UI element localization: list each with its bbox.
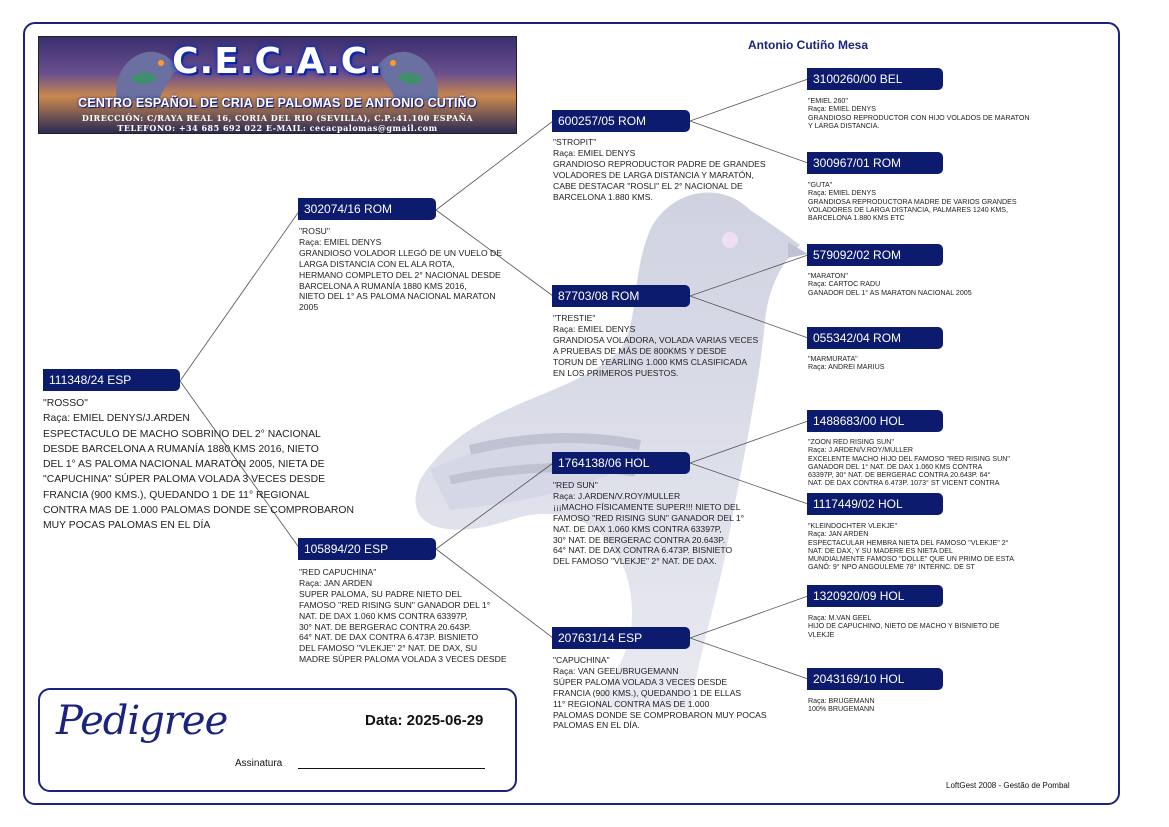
note-line: PALOMAS EN EL DÍA. (553, 720, 640, 731)
note-line: "KLEINDOCHTER VLEKJE" (808, 522, 898, 530)
note-line: GRANDIOSO REPRODUCTOR CON HIJO VOLADOS DE MARATON (808, 113, 1030, 122)
note-line: GANADOR DEL 1° NAT. DE DAX 1.060 KMS CONTRA (808, 462, 983, 471)
ggp-notes-8 (808, 697, 875, 714)
banner-address: DIRECCIÓN: C/RAYA REAL 16, CORIA DEL RIO (SEVILLA), C.P.:41.100 ESPAÑA (81, 113, 474, 123)
ggp-ring-4[interactable]: 055342/04 ROM (807, 327, 943, 349)
dam-dam-notes (553, 655, 767, 731)
ggp-notes-4 (808, 355, 884, 372)
note-line: Raça: BRUGEMANN (808, 697, 875, 705)
note-line: "MARMURATA" (808, 355, 858, 363)
dam-sire-notes (553, 480, 744, 567)
note-line: Raça: EMIEL DENYS/J.ARDEN (43, 413, 190, 425)
note-line: NAT. DE DAX 1.060 KMS CONTRA 63397P, (553, 523, 722, 534)
note-line: "RED CAPUCHINA" (299, 567, 377, 577)
note-line: DEL FAMOSO "VLEKJE" 2° NAT. DE DAX, SU (299, 643, 478, 654)
note-line: Raça: EMIEL DENYS (808, 105, 876, 114)
note-line: 64° NAT. DE DAX CONTRA 6.473P. BISNIETO (553, 545, 733, 556)
note-line: FAMOSO "RED RISING SUN" GANADOR DEL 1° (299, 599, 491, 610)
note-line: VLEKJE (808, 630, 835, 639)
ggp-ring-6[interactable]: 1117449/02 HOL (807, 493, 943, 515)
sire-dam-ring[interactable]: 87703/08 ROM (552, 285, 690, 307)
ggp-notes-1 (808, 97, 1030, 130)
sire-ring[interactable]: 302074/16 ROM (298, 198, 436, 220)
note-line: "ROSSO" (43, 398, 88, 409)
note-line: Raça: EMIEL DENYS (553, 147, 636, 158)
subject-notes (43, 396, 354, 534)
note-line: "STROPIT" (553, 137, 597, 147)
note-line: FRANCIA (900 KMS.), QUEDANDO 1 DE 11° REGIONAL (43, 489, 310, 501)
note-line: GANÓ: 9° NPO ANGOULEME 78° INTERNC. DE ST (808, 563, 975, 572)
note-line: Raça: EMIEL DENYS (808, 189, 876, 198)
note-line: 30° NAT. DE BERGERAC CONTRA 20.643P. (299, 621, 472, 632)
note-line: 11° REGIONAL CONTRA MAS DE 1.000 (553, 698, 710, 709)
ggp-ring-2[interactable]: 300967/01 ROM (807, 152, 943, 174)
note-line: Raça: EMIEL DENYS (553, 323, 636, 334)
sire-dam-notes (553, 313, 758, 378)
note-line: MADRE SÚPER PALOMA VOLADA 3 VECES DESDE (299, 654, 507, 665)
note-line: SÚPER PALOMA VOLADA 3 VECES DESDE (553, 676, 728, 687)
note-line: HIJO DE CAPUCHINO, NIETO DE MACHO Y BISNIETO DE (808, 622, 1000, 631)
note-line: PALOMAS DONDE SE COMPROBARON MUY POCAS (553, 709, 767, 720)
note-line: GRANDIOSA REPRODUCTORA MADRE DE VARIOS GRANDES (808, 197, 1017, 206)
note-line: "TRESTIE" (553, 313, 596, 323)
pedigree-date: Data: 2025-06-29 (365, 712, 484, 729)
note-line: "RED SUN" (553, 480, 598, 490)
ggp-notes-2 (808, 181, 1017, 222)
ggp-ring-7[interactable]: 1320920/09 HOL (807, 585, 943, 607)
subject-ring[interactable]: 111348/24 ESP (43, 369, 180, 391)
note-line: VOLADORES DE LARGA DISTANCIA Y MARATÓN, (553, 169, 754, 180)
ggp-ring-3[interactable]: 579092/02 ROM (807, 244, 943, 266)
owner-name: Antonio Cutiño Mesa (748, 38, 868, 52)
note-line: VOLADORES DE LARGA DISTANCIA, PALMARES 1240 KMS, (808, 205, 1009, 214)
note-line: BARCELONA 1.880 KMS. (553, 191, 653, 202)
note-line: DESDE BARCELONA A RUMANÍA 1880 KMS 2016, NIETO (43, 443, 319, 455)
note-line: Raça: VAN GEEL/BRUGEMANN (553, 665, 679, 676)
pedigree-logo: Pedigree (56, 698, 228, 744)
note-line: LARGA DISTANCIA CON EL ALA ROTA, (299, 258, 455, 269)
note-line: DEL FAMOSO "VLEKJE" 2° NAT. DE DAX. (553, 556, 717, 567)
note-line: FAMOSO "RED RISING SUN" GANADOR DEL 1° (553, 512, 745, 523)
note-line: GRANDIOSO REPRODUCTOR PADRE DE GRANDES (553, 158, 766, 169)
banner-contact: TELEFONO: +34 685 692 022 E-MAIL: cecacpalomas@gmail.com (117, 123, 438, 133)
note-line: NIETO DEL 1° AS PALOMA NACIONAL MARATON (299, 291, 496, 302)
note-line: "GUTA" (808, 181, 833, 189)
ggp-notes-7 (808, 614, 999, 639)
sire-sire-ring[interactable]: 600257/05 ROM (552, 110, 690, 132)
note-line: GRANDIOSA VOLADORA, VOLADA VARIAS VECES (553, 334, 759, 345)
note-line: ESPECTACULO DE MACHO SOBRINO DEL 2° NACIONAL (43, 428, 321, 440)
dam-sire-ring[interactable]: 1764138/06 HOL (552, 452, 690, 474)
note-line: 30° NAT. DE BERGERAC CONTRA 20.643P. (553, 534, 726, 545)
note-line: FRANCIA (900 KMS.), QUEDANDO 1 DE ELLAS (553, 687, 742, 698)
sire-sire-notes (553, 137, 766, 202)
note-line: GANADOR DEL 1° AS MARATON NACIONAL 2005 (808, 288, 972, 297)
ggp-ring-1[interactable]: 3100260/00 BEL (807, 68, 943, 90)
note-line: MUNDIALMENTE FAMOSO "DOLLE" QUE UN PRIMO DE ESTA (808, 555, 1014, 564)
note-line: Raça: ANDREI MARIUS (808, 363, 885, 372)
note-line: TORUN DE YEARLING 1.000 KMS CLASIFICADA (553, 356, 748, 367)
pedigree-footer (38, 688, 517, 792)
note-line: NAT. DE DAX CONTRA 6.473P. 1073° ST VICENT CONTRA (808, 479, 1000, 488)
note-line: DEL 1° AS PALOMA NACIONAL MARATON 2005, NIETA DE (43, 459, 325, 471)
note-line: "CAPUCHINA" SÚPER PALOMA VOLADA 3 VECES DESDE (43, 474, 326, 486)
ggp-notes-6 (808, 522, 1014, 572)
signature-label: Assinatura (235, 758, 283, 769)
banner-subtitle: CENTRO ESPAÑOL DE CRIA DE PALOMAS DE ANTONIO CUTIÑO (78, 96, 477, 110)
note-line: GRANDIOSO VOLADOR LLEGÓ DE UN VUELO DE (299, 247, 502, 258)
note-line: MUY POCAS PALOMAS EN EL DÍA (43, 520, 211, 532)
ggp-ring-8[interactable]: 2043169/10 HOL (807, 668, 943, 690)
note-line: "ROSU" (299, 226, 330, 236)
note-line: Raça: J.ARDEN/V.ROY/MULLER (553, 490, 681, 501)
ggp-notes-5 (808, 438, 1010, 488)
note-line: Raça: M.VAN GEEL (808, 614, 872, 622)
note-line: Raça: CARTOC RADU (808, 280, 881, 289)
note-line: Raça: EMIEL DENYS (299, 236, 382, 247)
note-line: HERMANO COMPLETO DEL 2° NACIONAL DESDE (299, 269, 501, 280)
dam-dam-ring[interactable]: 207631/14 ESP (552, 627, 690, 649)
note-line: EXCELENTE MACHO HIJO DEL FAMOSO "RED RISING SUN" (808, 454, 1010, 463)
note-line: NAT. DE DAX, Y SU MADERE ES NIETA DEL (808, 546, 953, 555)
note-line: 100% BRUGEMANN (808, 705, 875, 714)
signature-line[interactable] (298, 768, 485, 769)
note-line: "ZOON RED RISING SUN" (808, 438, 894, 446)
note-line: CABE DESTACAR "ROSLI" EL 2° NACIONAL DE (553, 180, 743, 191)
note-line: Raça: JAN ARDEN (808, 530, 869, 539)
note-line: Raça: JAN ARDEN (299, 577, 373, 588)
note-line: Y LARGA DISTANCIA. (808, 121, 880, 130)
note-line: A PRUEBAS DE MÁS DE 800KMS Y DESDE (553, 345, 727, 356)
note-line: BARCELONA 1.880 KMS ETC (808, 214, 905, 223)
dam-notes (299, 567, 507, 665)
note-line: ESPECTACULAR HEMBRA NIETA DEL FAMOSO "VLEKJE" 2° (808, 538, 1009, 547)
banner-title: C.E.C.A.C. (172, 41, 383, 82)
ggp-notes-3 (808, 272, 972, 297)
note-line: Raça: J.ARDEN/V.ROY/MULLER (808, 446, 913, 455)
software-credit: LoftGest 2008 - Gestão de Pombal (946, 781, 1070, 790)
note-line: "CAPUCHINA" (553, 655, 610, 665)
ggp-ring-5[interactable]: 1488683/00 HOL (807, 410, 943, 432)
note-line: 63397P, 30° NAT. DE BERGERAC CONTRA 20.643P. 64° (808, 471, 991, 480)
note-line: "EMIEL 260" (808, 97, 848, 105)
dam-ring[interactable]: 105894/20 ESP (298, 538, 436, 560)
sire-notes (299, 226, 502, 313)
note-line: "MARATON" (808, 272, 848, 280)
note-line: 64° NAT. DE DAX CONTRA 6.473P. BISNIETO (299, 632, 479, 643)
note-line: ¡¡¡MACHO FÍSICAMENTE SUPER!!! NIETO DEL (553, 501, 741, 512)
note-line: CONTRA MAS DE 1.000 PALOMAS DONDE SE COMPROBARON (43, 505, 355, 517)
note-line: SUPER PALOMA, SU PADRE NIETO DEL (299, 588, 462, 599)
note-line: BARCELONA A RUMANÍA 1880 KMS 2016, (299, 280, 467, 291)
note-line: EN LOS PRIMEROS PUESTOS. (553, 367, 679, 378)
note-line: 2005 (299, 302, 319, 313)
note-line: NAT. DE DAX 1.060 KMS CONTRA 63397P, (299, 610, 468, 621)
